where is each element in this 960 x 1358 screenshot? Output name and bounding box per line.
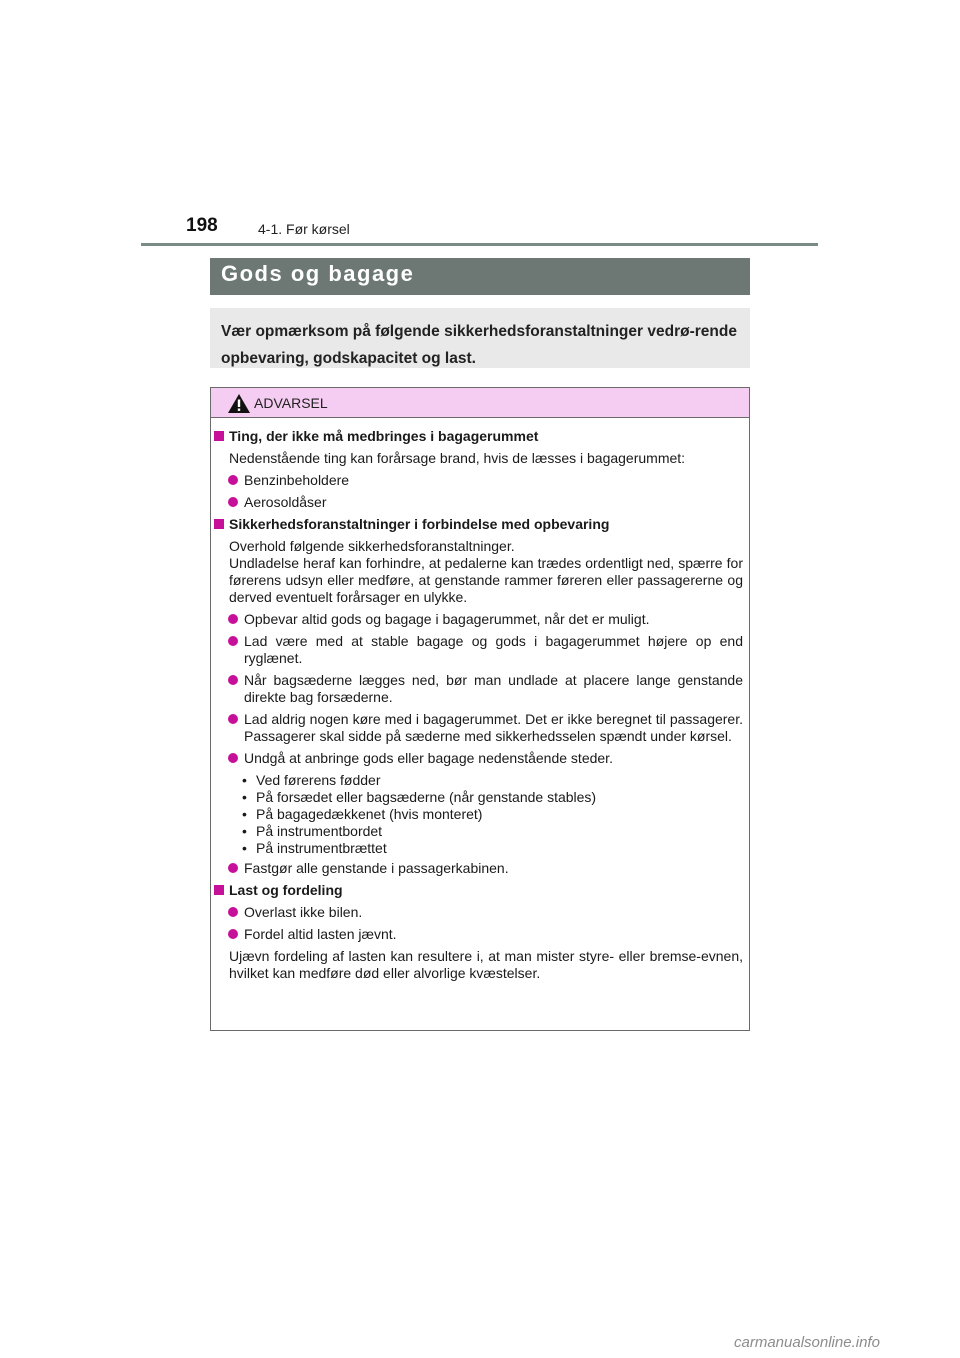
- circle-bullet-icon: [228, 614, 238, 624]
- dot-marker-icon: •: [242, 823, 247, 839]
- page-title: Gods og bagage: [221, 261, 415, 286]
- warning-box: [210, 387, 750, 1031]
- list-item: Lad aldrig nogen køre med i bagagerummet. Det er ikke beregnet til passagerer. Passagerer skal sidde på sæderne med sikkerhedsselen spændt under kørsel.: [213, 711, 743, 745]
- paragraph: Overhold følgende sikkerhedsforanstaltninger.: [229, 538, 515, 554]
- intro-text: Vær opmærksom på følgende sikkerhedsforanstaltninger vedrø-rende opbevaring, godskapacitet og last.: [221, 323, 737, 367]
- section-heading: Last og fordeling: [213, 882, 743, 899]
- list-item: Benzinbeholdere: [213, 472, 743, 489]
- footer-watermark-logo: carmanualsonline.info: [734, 1334, 880, 1351]
- circle-bullet-icon: [228, 929, 238, 939]
- sub-list-item: • Ved førerens fødder: [242, 772, 381, 788]
- dot-marker-icon: •: [242, 789, 247, 805]
- warning-header: [211, 388, 749, 418]
- circle-bullet-icon: [228, 907, 238, 917]
- list-item: Opbevar altid gods og bagage i bagagerummet, når det er muligt.: [213, 611, 743, 628]
- section-heading: Sikkerhedsforanstaltninger i forbindelse med opbevaring: [213, 516, 743, 533]
- circle-bullet-icon: [228, 714, 238, 724]
- list-item: Fordel altid lasten jævnt.: [213, 926, 743, 943]
- list-item: Aerosoldåser: [213, 494, 743, 511]
- dot-marker-icon: •: [242, 840, 247, 856]
- section-label: 4-1. Før kørsel: [258, 221, 350, 237]
- paragraph: Undladelse heraf kan forhindre, at pedalerne kan trædes ordentligt ned, spærre for førerens udsyn eller medføre, at genstande rammer føreren eller passagererne og derved eventuelt forårsager en ulykke.: [229, 555, 743, 605]
- paragraph: Ujævn fordeling af lasten kan resultere i, at man mister styre- eller bremse-evnen, hvilket kan medføre død eller alvorlige kvæstelser.: [229, 948, 743, 981]
- list-item: Overlast ikke bilen.: [213, 904, 743, 921]
- sub-list-item: • På instrumentbrættet: [242, 840, 387, 856]
- square-bullet-icon: [214, 431, 224, 441]
- circle-bullet-icon: [228, 475, 238, 485]
- circle-bullet-icon: [228, 675, 238, 685]
- list-item: Når bagsæderne lægges ned, bør man undlade at placere lange genstande direkte bag forsæderne.: [213, 672, 743, 706]
- circle-bullet-icon: [228, 636, 238, 646]
- intro-box: [210, 308, 750, 368]
- sub-list: [213, 772, 743, 857]
- list-item: Undgå at anbringe gods eller bagage nedenstående steder.: [213, 750, 743, 767]
- sub-list-item: • På forsædet eller bagsæderne (når genstande stables): [242, 789, 597, 805]
- circle-bullet-icon: [228, 753, 238, 763]
- dot-marker-icon: •: [242, 806, 247, 822]
- warning-triangle-icon: [228, 394, 250, 413]
- circle-bullet-icon: [228, 863, 238, 873]
- dot-marker-icon: •: [242, 772, 247, 788]
- square-bullet-icon: [214, 885, 224, 895]
- sub-list-item: • På bagagedækkenet (hvis monteret): [242, 806, 483, 822]
- warning-label: ADVARSEL: [254, 395, 328, 411]
- list-item: Fastgør alle genstande i passagerkabinen.: [213, 860, 743, 877]
- page-number: 198: [186, 215, 218, 236]
- sub-list-item: • På instrumentbordet: [242, 823, 383, 839]
- list-item: Lad være med at stable bagage og gods i bagagerummet højere op end ryglænet.: [213, 633, 743, 667]
- circle-bullet-icon: [228, 497, 238, 507]
- section-heading: Ting, der ikke må medbringes i bagagerummet: [213, 428, 743, 445]
- title-bar: [210, 258, 750, 295]
- square-bullet-icon: [214, 519, 224, 529]
- warning-content: [213, 428, 743, 987]
- paragraph: Nedenstående ting kan forårsage brand, hvis de læsses i bagagerummet:: [229, 450, 686, 466]
- header-rule: [141, 243, 818, 246]
